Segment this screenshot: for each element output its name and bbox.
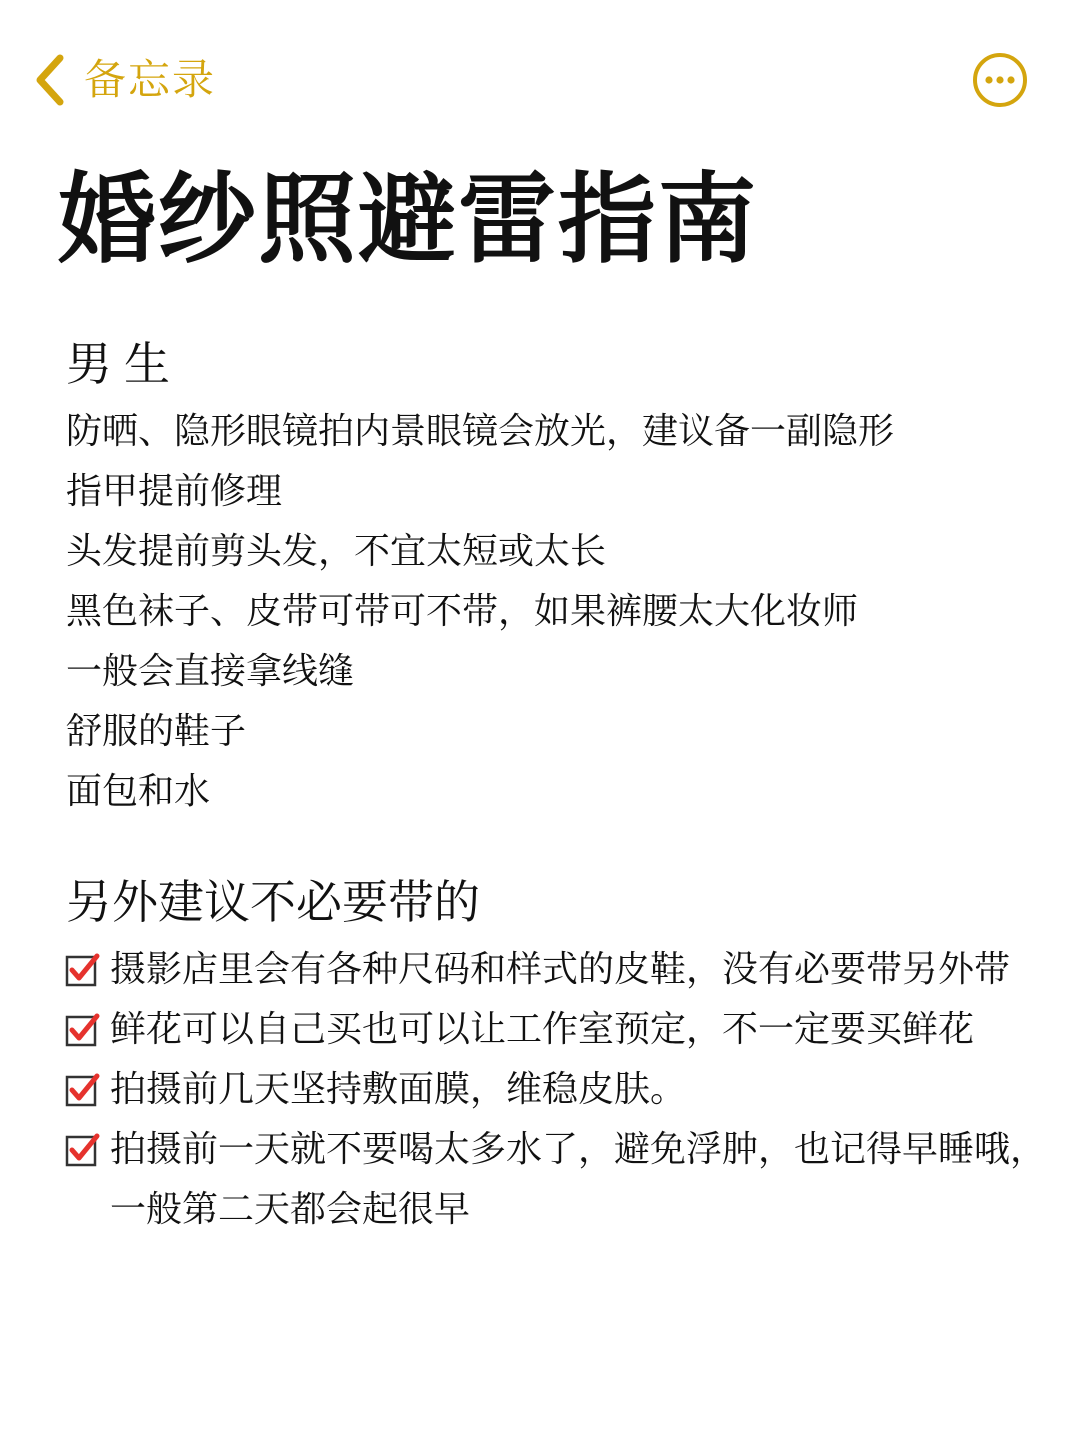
more-circle-icon: [972, 52, 1028, 108]
chevron-left-icon: [32, 53, 66, 107]
more-options-button[interactable]: [972, 52, 1028, 108]
note-line: 黑色袜子、皮带可带可不带，如果裤腰太大化妆师: [66, 591, 859, 632]
section-heading-male: 男生: [66, 337, 182, 391]
note-line: 面包和水: [66, 771, 211, 812]
checklist-item-text: 拍摄前一天就不要喝太多水了，避免浮肿，也记得早睡哦，一般第二天都会起很早: [110, 1129, 1047, 1230]
male-checklist: [66, 402, 894, 822]
note-line: 舒服的鞋子: [66, 711, 247, 752]
not-needed-checklist: [64, 940, 1064, 1240]
checklist-item: [64, 1120, 1064, 1240]
checklist-item: [64, 1000, 1064, 1060]
note-line: 头发提前剪头发，不宜太短或太长: [66, 531, 607, 572]
checklist-item-text: 鲜花可以自己买也可以让工作室预定，不一定要买鲜花: [110, 1009, 975, 1050]
note-title: 婚纱照避雷指南: [58, 163, 759, 277]
back-label: 备忘录: [84, 55, 217, 104]
checked-box-icon[interactable]: [64, 952, 100, 988]
note-line: 指甲提前修理: [66, 471, 283, 512]
checklist-item: [64, 940, 1064, 1000]
navigation-bar: [0, 0, 1080, 160]
checklist-item-text: 拍摄前几天坚持敷面膜，维稳皮肤。: [110, 1069, 687, 1110]
checklist-item: [64, 1060, 1064, 1120]
note-line: 一般会直接拿线缝: [66, 651, 355, 692]
checklist-item-text: 摄影店里会有各种尺码和样式的皮鞋，没有必要带另外带: [110, 949, 1011, 990]
checked-box-icon[interactable]: [64, 1012, 100, 1048]
section-heading-not-needed: 另外建议不必要带的: [66, 875, 480, 929]
checked-box-icon[interactable]: [64, 1132, 100, 1168]
note-line: 防晒、隐形眼镜拍内景眼镜会放光，建议备一副隐形: [66, 411, 895, 452]
checked-box-icon[interactable]: [64, 1072, 100, 1108]
back-button[interactable]: [32, 52, 216, 108]
